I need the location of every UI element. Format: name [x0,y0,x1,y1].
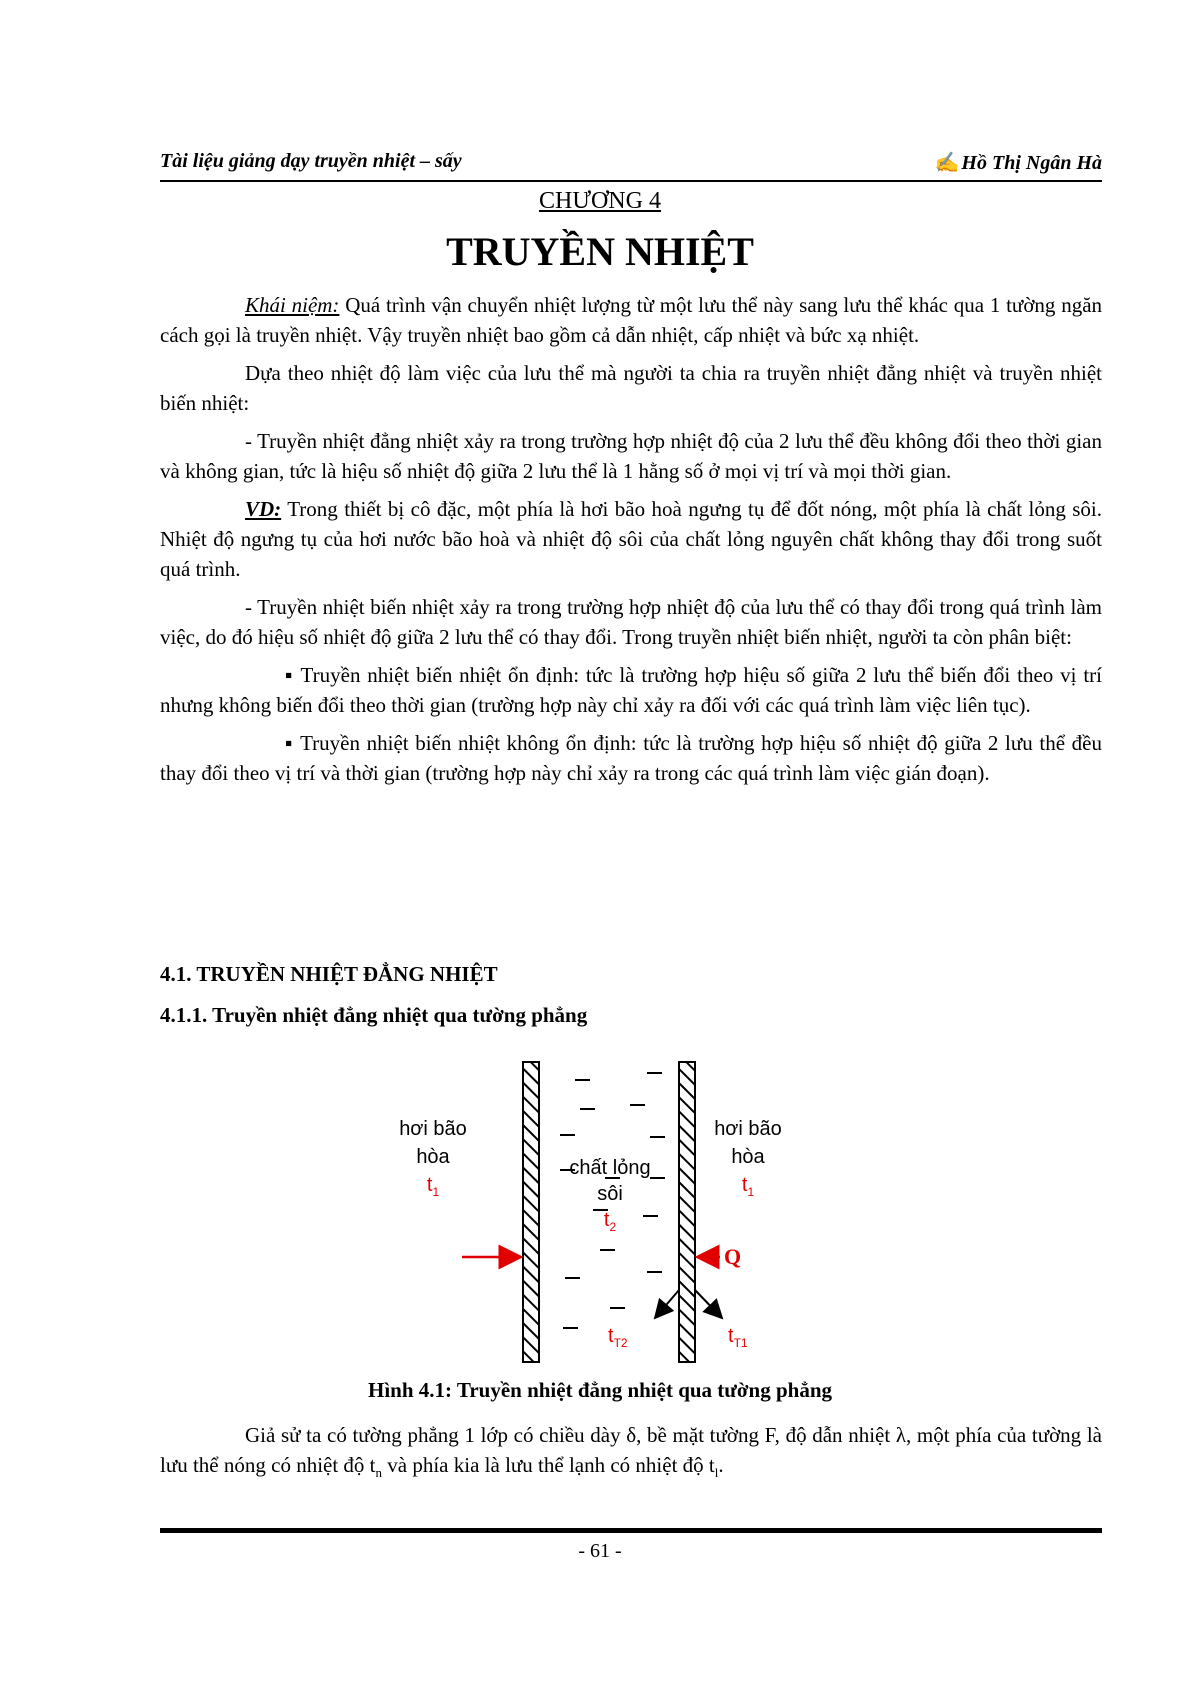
boiling-liquid-temp: $t_2$ [603,1209,617,1234]
paragraph-variable: - Truyền nhiệt biến nhiệt xảy ra trong trường hợp nhiệt độ của lưu thể có thay đổi trong quá trình làm việc, do đó hiệu số nhiệt độ giữa 2 lưu thể có thay đổi. Trong truyền nhiệt biến nhiệt, người ta còn phân biệt: [160,595,1102,649]
right-steam-line1: hơi bão [714,1118,782,1140]
left-steam-line2: hòa [416,1146,450,1168]
left-wall [523,1062,539,1362]
header-document-title: Tài liệu giảng dạy truyền nhiệt – sấy [160,150,462,172]
boiling-liquid-line1: chất lỏng [569,1157,651,1179]
section-heading: 4.1. TRUYỀN NHIỆT ĐẲNG NHIỆT [160,962,498,986]
left-steam-line1: hơi bão [399,1118,467,1140]
page-header [160,150,1102,180]
concept-label: Khái niệm: [245,293,340,317]
intro-paragraph [160,290,1102,350]
heat-flow-label: Q [724,1244,742,1269]
paragraph-classification: Dựa theo nhiệt độ làm việc của lưu thể mà người ta chia ra truyền nhiệt đẳng nhiệt và truyền nhiệt biến nhiệt: [160,361,1102,415]
page-number: - 61 - [578,1540,622,1562]
subsection-heading: 4.1.1. Truyền nhiệt đẳng nhiệt qua tường phẳng [160,1003,588,1027]
paragraph-isothermal: - Truyền nhiệt đẳng nhiệt xảy ra trong trường hợp nhiệt độ của 2 lưu thể đều không đổi theo thời gian và không gian, tức là hiệu số nhiệt độ giữa 2 lưu thể là 1 hằng số ở mọi vị trí và mọi thời gian. [160,429,1102,483]
paragraph-example [160,494,1102,584]
left-steam-label [378,1115,488,1206]
intro-text: Quá trình vận chuyển nhiệt lượng từ một lưu thể này sang lưu thể khác qua 1 tường ngăn cách gọi là truyền nhiệt. Vậy truyền nhiệt bao gồm cả dẫn nhiệt, cấp nhiệt và bức xạ nhiệt. [160,293,1103,347]
bullet-steady: ▪ Truyền nhiệt biến nhiệt ổn định: tức là trường hợp hiệu số giữa 2 lưu thể biến đổi theo vị trí nhưng không biến đổi theo thời gian (trường hợp này chỉ xảy ra đối với các quá trình làm việc liên tục). [160,663,1102,717]
figure-plane-wall [400,1060,800,1370]
paragraph-assumption: Giả sử ta có tường phẳng 1 lớp có chiều dày δ, bề mặt tường F, độ dẫn nhiệt λ, một phía của tường là lưu thể nóng có nhiệt độ $t_n$ và phía kia là lưu thể lạnh có nhiệt độ $t_l$. [160,1423,1102,1481]
right-steam-temp: $t_1$ [741,1174,755,1199]
header-rule [160,180,1102,182]
boiling-liquid-line2: sôi [597,1183,623,1205]
wall-temp-arrow-inner [655,1290,679,1318]
pen-icon: ✍ [934,152,960,174]
wall-temp-inner-label: $t_{T2}$ [608,1325,628,1350]
figure-caption: Hình 4.1: Truyền nhiệt đẳng nhiệt qua tường phẳng [367,1378,832,1402]
boiling-liquid-label [540,1155,680,1240]
body-text-continued [160,1420,1102,1496]
wall-temp-outer-label: $t_{T1}$ [728,1325,748,1350]
header-author-name: Hồ Thị Ngân Hà [961,152,1102,174]
footer-rule [160,1528,1102,1533]
example-label: VD: [245,497,282,521]
body-text [160,290,1102,796]
right-wall [679,1062,695,1362]
header-author [935,150,1102,175]
chapter-label: CHƯƠNG 4 [539,188,661,214]
example-text: Trong thiết bị cô đặc, một phía là hơi bão hoà ngưng tụ để đốt nóng, một phía là chất lỏng sôi. Nhiệt độ ngưng tụ của hơi nước bão hoà và nhiệt độ sôi của chất lỏng nguyên chất không thay đổi trong suốt quá trình. [160,497,1102,581]
wall-temp-arrow-outer [695,1290,722,1318]
chapter-title: TRUYỀN NHIỆT [446,229,754,274]
bullet-unsteady: ▪ Truyền nhiệt biến nhiệt không ổn định: tức là trường hợp hiệu số nhiệt độ giữa 2 lưu thể đều thay đổi theo vị trí và thời gian (trường hợp này chỉ xảy ra trong các quá trình làm việc gián đoạn). [160,731,1102,785]
right-steam-label [693,1115,803,1206]
right-steam-line2: hòa [731,1146,765,1168]
left-steam-temp: $t_1$ [426,1174,440,1199]
